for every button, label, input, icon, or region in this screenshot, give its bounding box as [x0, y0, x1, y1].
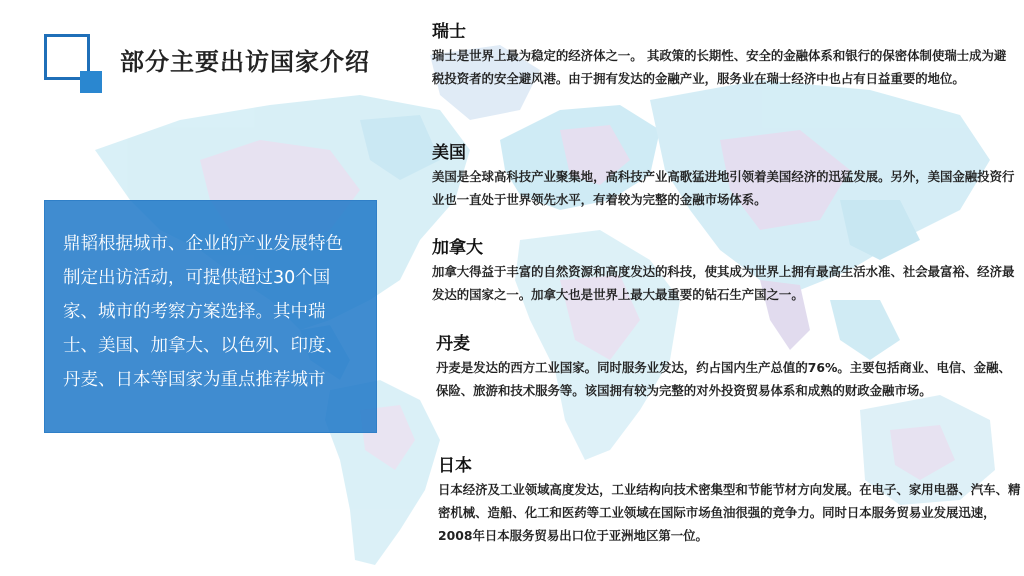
title-icon-fill	[80, 71, 102, 93]
title-square-icon	[44, 34, 106, 96]
country-name: 瑞士	[432, 22, 466, 42]
country-name: 丹麦	[436, 334, 470, 354]
country-description: 美国是全球高科技产业聚集地，高科技产业高歌猛进地引领着美国经济的迅猛发展。另外，美国金融投资行业也一直处于世界领先水平，有着较为完整的金融市场体系。	[432, 169, 1015, 207]
country-name: 加拿大	[432, 238, 483, 258]
country-canada	[432, 236, 1017, 306]
intro-text: 鼎韬根据城市、企业的产业发展特色制定出访活动，可提供超过30个国家、城市的考察方案选择。其中瑞士、美国、加拿大、以色列、印度、丹麦、日本等国家为重点推荐城市	[63, 234, 343, 390]
intro-box	[44, 200, 377, 433]
country-description: 瑞士是世界上最为稳定的经济体之一。 其政策的长期性、安全的金融体系和银行的保密体制使瑞士成为避税投资者的安全避风港。由于拥有发达的金融产业，服务业在瑞士经济中也占有日益重要的地位。	[432, 48, 1007, 86]
country-usa	[432, 141, 1017, 211]
country-denmark	[436, 332, 1021, 402]
country-name: 日本	[438, 456, 472, 476]
country-description: 丹麦是发达的西方工业国家。同时服务业发达，约占国内生产总值的76%。主要包括商业、电信、金融、保险、旅游和技术服务等。该国拥有较为完整的对外投资贸易体系和成熟的财政金融市场。	[436, 360, 1011, 398]
page-title: 部分主要出访国家介绍	[120, 48, 370, 76]
country-switzerland	[432, 20, 1017, 90]
country-name: 美国	[432, 143, 466, 163]
country-description: 日本经济及工业领域高度发达，工业结构向技术密集型和节能节材方向发展。在电子、家用电器、汽车、精密机械、造船、化工和医药等工业领域在国际市场鱼油很强的竞争力。同时日本服务贸易业发展迅速，2008年日本服务贸易出口位于亚洲地区第一位。	[438, 482, 1021, 543]
country-description: 加拿大得益于丰富的自然资源和高度发达的科技，使其成为世界上拥有最高生活水准、社会最富裕、经济最发达的国家之一。加拿大也是世界上最大最重要的钻石生产国之一。	[432, 264, 1015, 302]
country-japan	[438, 454, 1023, 547]
